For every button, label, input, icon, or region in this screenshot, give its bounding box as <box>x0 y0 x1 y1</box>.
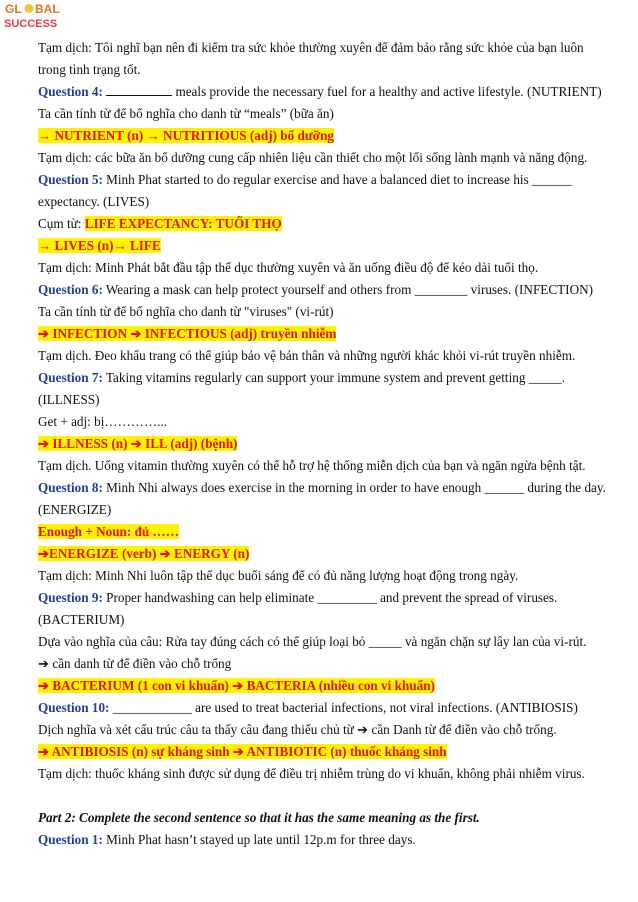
question-7 <box>38 370 608 386</box>
question-label: Question 9: <box>38 590 103 605</box>
question-4 <box>38 84 608 100</box>
part-2-heading: Part 2: Complete the second sentence so that it has the same meaning as the first. <box>38 810 480 825</box>
question-text: meals provide the necessary fuel for a healthy and active lifestyle. (NUTRIENT) <box>172 84 602 99</box>
question-text: Minh Phat started to do regular exercise and have a balanced diet to increase his ______ <box>102 172 572 187</box>
explanation-text: Ta cần tính từ để bổ nghĩa cho danh từ "viruses" (vi-rút) <box>38 304 334 319</box>
phrase-line: Cụm từ: LIFE EXPECTANCY: TUỔI THỌ <box>38 216 282 231</box>
question-label: Question 6: <box>38 282 103 297</box>
question-text: Wearing a mask can help protect yourself and others from ________ viruses. (INFECTION) <box>102 282 594 297</box>
question-text: Taking vitamins regularly can support your immune system and prevent getting _____. <box>102 370 565 385</box>
question-text-cont: (BACTERIUM) <box>38 612 125 627</box>
question-text: Minh Phat hasn’t stayed up late until 12p.m for three days. <box>102 832 416 847</box>
answer-line: → NUTRIENT (n) → NUTRITIOUS (adj) bổ dưỡng <box>38 128 334 143</box>
question-label: Question 5: <box>38 172 103 187</box>
rule-line: Enough + Noun: đủ …… <box>38 524 179 539</box>
question-5 <box>38 172 608 188</box>
explanation-text: ➔ cần danh từ để điền vào chỗ trống <box>38 656 232 671</box>
translation-text: Tạm dịch: Tôi nghĩ bạn nên đi kiểm tra sức khỏe thường xuyên để đảm bảo rằng sức khỏe của bạn luôn <box>38 40 584 55</box>
question-label: Question 8: <box>38 480 103 495</box>
translation-text: Tạm dịch: Minh Phát bắt đầu tập thể dục thường xuyên và ăn uống điều độ để kéo dài tuổi thọ. <box>38 260 539 275</box>
answer-line: ➔ENERGIZE (verb) ➔ ENERGY (n) <box>38 546 250 561</box>
question-text-cont: (ENERGIZE) <box>38 502 112 517</box>
global-success-logo <box>2 0 70 30</box>
part-2-question-1 <box>38 832 608 848</box>
svg-text:BAL: BAL <box>35 2 60 16</box>
answer-line: ➔ ILLNESS (n) ➔ ILL (adj) (bệnh) <box>38 436 238 451</box>
question-9 <box>38 590 608 606</box>
svg-text:SUCCESS: SUCCESS <box>4 18 58 30</box>
svg-text:GL: GL <box>5 2 22 16</box>
translation-text: Tạm dịch: Minh Nhi luôn tập thể dục buổi sáng để có đủ năng lượng hoạt động trong ngày. <box>38 568 519 583</box>
explanation-text: Ta cần tính từ để bổ nghĩa cho danh từ “meals” (bữa ăn) <box>38 106 334 121</box>
question-text: Proper handwashing can help eliminate _________ and prevent the spread of viruses. <box>102 590 558 605</box>
question-text: ____________ are used to treat bacterial infections, not viral infections. (ANTIBIOSIS) <box>109 700 578 715</box>
answer-line: → LIVES (n)→ LIFE <box>38 238 161 253</box>
question-label: Question 4: <box>38 84 103 99</box>
explanation-text: Get + adj: bị…………... <box>38 414 168 429</box>
answer-blank <box>106 84 172 96</box>
question-label: Question 7: <box>38 370 103 385</box>
answer-line: ➔ BACTERIUM (1 con vi khuẩn) ➔ BACTERIA (nhiều con vi khuẩn) <box>38 678 435 693</box>
question-label: Question 1: <box>38 832 103 847</box>
answer-line: ➔ ANTIBIOSIS (n) sự kháng sinh ➔ ANTIBIOTIC (n) thuốc kháng sinh <box>38 744 447 759</box>
question-text-cont: (ILLNESS) <box>38 392 100 407</box>
translation-text: trong tình trạng tốt. <box>38 62 141 77</box>
question-label: Question 10: <box>38 700 110 715</box>
translation-text: Tạm dịch: các bữa ăn bổ dưỡng cung cấp nhiên liệu cần thiết cho một lối sống lành mạnh và năng động. <box>38 150 588 165</box>
question-text-cont: expectancy. (LIVES) <box>38 194 150 209</box>
question-6 <box>38 282 608 298</box>
question-10 <box>38 700 608 716</box>
question-8 <box>38 480 608 496</box>
translation-text: Tạm dịch: thuốc kháng sinh được sử dụng để điều trị nhiễm trùng do vi khuẩn, không phải nhiễm virus. <box>38 766 585 781</box>
question-text: Minh Nhi always does exercise in the morning in order to have enough ______ during the day. <box>102 480 606 495</box>
translation-text: Tạm dịch. Uống vitamin thường xuyên có thể hỗ trợ hệ thống miễn dịch của bạn và ngăn ngừa bệnh tật. <box>38 458 586 473</box>
explanation-text: Dịch nghĩa và xét cấu trúc câu ta thấy câu đang thiếu chủ từ ➔ cần Danh từ để điền vào chỗ trống. <box>38 722 557 737</box>
answer-line: ➔ INFECTION ➔ INFECTIOUS (adj) truyền nhiễm <box>38 326 337 341</box>
explanation-text: Dựa vào nghĩa của câu: Rửa tay đúng cách có thể giúp loại bỏ _____ và ngăn chặn sự lây lan của vi-rút. <box>38 634 587 649</box>
translation-text: Tạm dịch. Đeo khẩu trang có thể giúp bảo vệ bản thân và những người khác khỏi vi-rút truyền nhiễm. <box>38 348 576 363</box>
